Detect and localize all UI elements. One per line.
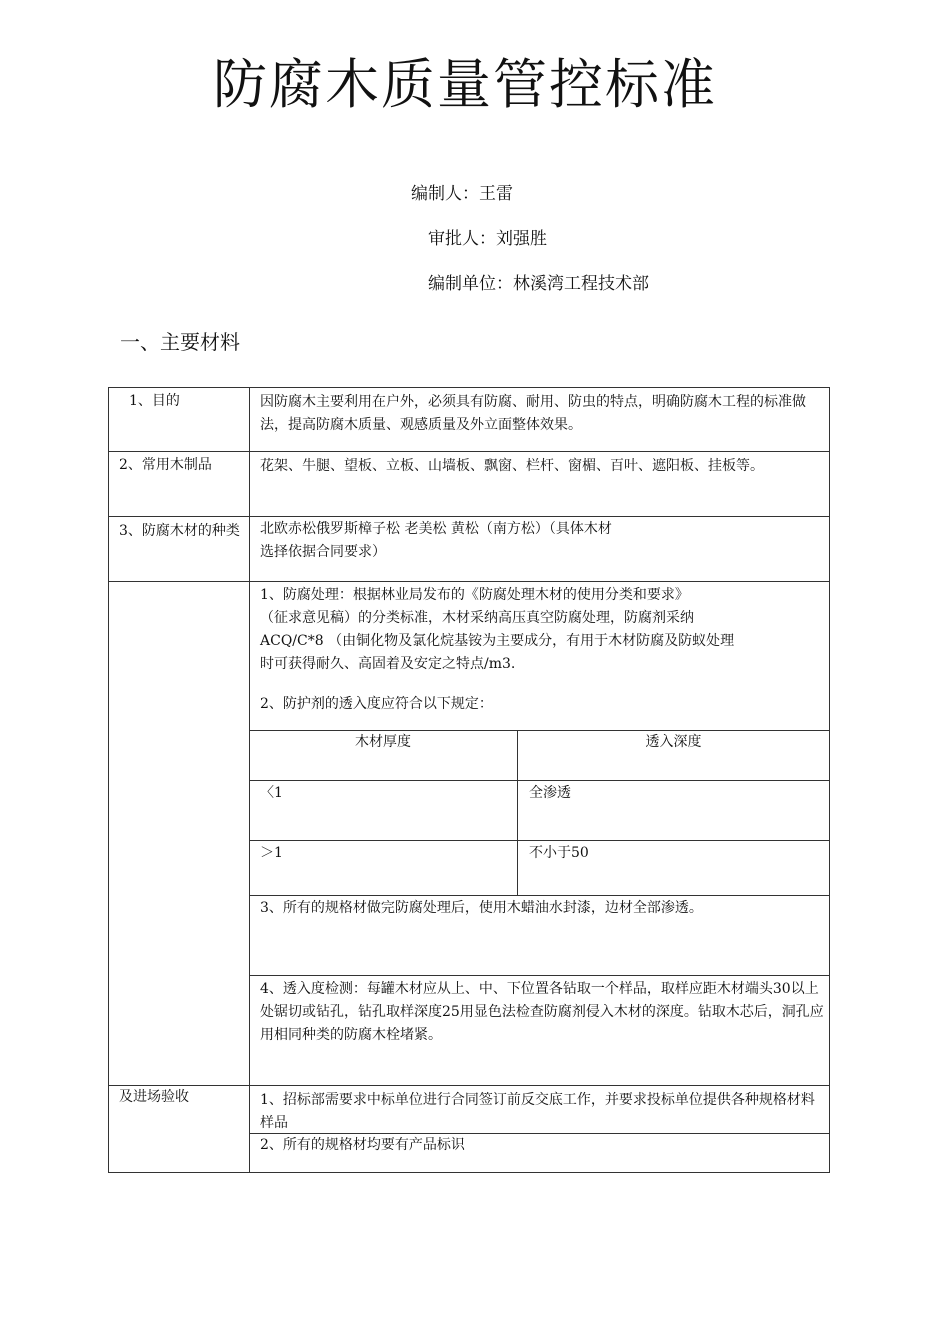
- sealing-para: 3、所有的规格材做完防腐处理后，使用木蜡油水封漆，边材全部渗透。: [260, 900, 703, 916]
- acceptance-item-2: 2、所有的规格材均要有产品标识: [260, 1137, 465, 1153]
- treatment-para-1-line-3: ACQ/C*8 （由铜化物及氯化烷基铵为主要成分，有用于木材防腐及防蚁处理: [260, 633, 735, 649]
- row-divider: [109, 516, 829, 517]
- subtable-cell-depth: 不小于50: [529, 845, 589, 861]
- inner-divider: [249, 840, 829, 841]
- inner-divider: [249, 780, 829, 781]
- row-divider: [109, 1085, 829, 1086]
- inner-divider: [249, 975, 829, 976]
- treatment-para-1-line-2: （征求意见稿）的分类标准，木材采纳高压真空防腐处理，防腐剂采纳: [260, 610, 694, 626]
- subtable-header-thickness: 木材厚度: [355, 734, 411, 750]
- row-content-wood-types-1: 北欧赤松俄罗斯樟子松 老美松 黄松（南方松）（具体木材: [260, 521, 612, 537]
- subtable-column-divider: [517, 730, 518, 895]
- row-label-purpose: 1、目的: [129, 393, 180, 409]
- subtable-cell-thickness: ＞1: [260, 845, 283, 861]
- unit-line: 编制单位：林溪湾工程技术部: [428, 274, 649, 294]
- treatment-para-1-line-4: 时可获得耐久、高固着及安定之特点/m3.: [260, 656, 516, 672]
- section-heading: 一、主要材料: [120, 330, 240, 354]
- approver-line: 审批人：刘强胜: [428, 229, 547, 249]
- row-content-wood-types-2: 选择依据合同要求）: [260, 544, 386, 560]
- penetration-intro: 2、防护剂的透入度应符合以下规定：: [260, 696, 493, 712]
- row-label-products: 2、常用木制品: [119, 457, 212, 473]
- acceptance-item-1: 1、招标部需要求中标单位进行合同签订前反交底工作，并要求投标单位提供各种规格材料样品: [260, 1092, 815, 1131]
- document-title: 防腐木质量管控标准: [213, 53, 717, 116]
- row-content-purpose: 因防腐木主要利用在户外，必须具有防腐、耐用、防虫的特点，明确防腐木工程的标准做法，提高防腐木质量、观感质量及外立面整体效果。: [260, 394, 806, 433]
- subtable-cell-thickness: 〈1: [260, 785, 283, 801]
- row-label-acceptance: 及进场验收: [119, 1089, 189, 1105]
- row-divider: [109, 451, 829, 452]
- inner-divider: [249, 895, 829, 896]
- subtable-header-depth: 透入深度: [645, 734, 702, 750]
- subtable-cell-depth: 全渗透: [529, 785, 571, 801]
- inspection-para: 4、透入度检测：每罐木材应从上、中、下位置各钻取一个样品，取样应距木材端头30以上处锯切或钻孔，钻孔取样深度25用显色法检查防腐剂侵入木材的深度。钻取木芯后，洞孔应用相同种类的防腐木栓堵紧。: [260, 981, 824, 1043]
- materials-table: [108, 387, 830, 1173]
- row-divider: [109, 581, 829, 582]
- treatment-para-1-line-1: 1、防腐处理：根据林业局发布的《防腐处理木材的使用分类和要求》: [260, 587, 689, 603]
- row-content-products: 花架、牛腿、望板、立板、山墙板、飘窗、栏杆、窗楣、百叶、遮阳板、挂板等。: [260, 458, 764, 474]
- editor-line: 编制人：王雷: [411, 184, 513, 204]
- row-label-wood-types: 3、防腐木材的种类: [119, 523, 240, 539]
